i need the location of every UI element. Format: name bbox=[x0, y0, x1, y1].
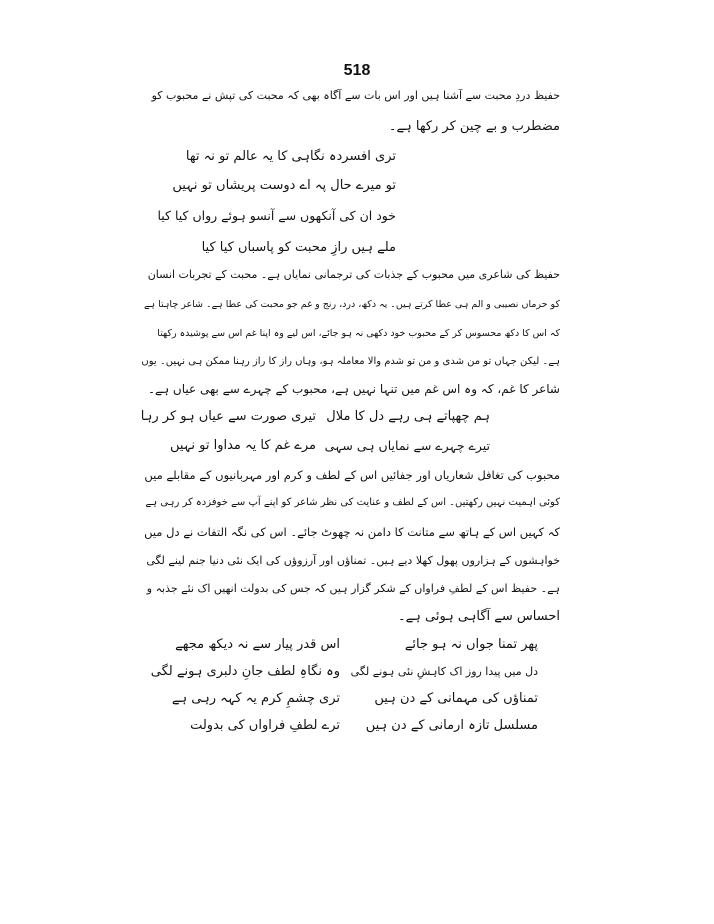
para3-line-1: محبوب کی تغافل شعاریاں اور جفائیں اس کے لطف و کرم اور مہربانیوں کے مقابلے میں bbox=[144, 468, 560, 482]
verse1-line-2: تو میرے حال پہ اے دوست پریشاں تو نہیں bbox=[172, 178, 396, 193]
couplet2-row4-left: مسلسل تازہ ارمانی کے دن ہیں bbox=[365, 718, 538, 733]
couplet2-row3-right: تری چشمِ کرم یہ کہہ رہی ہے bbox=[171, 691, 340, 706]
verse1-line-3: خود ان کی آنکھوں سے آنسو ہوئے رواں کیا کیا bbox=[157, 208, 396, 223]
couplet2-row4-right: ترے لطفِ فراواں کی بدولت bbox=[190, 718, 340, 733]
para2-line-5: شاعر کا غم، کہ وہ اس غم میں تنہا نہیں ہے، محبوب کے چہرے سے بھی عیاں ہے۔ bbox=[148, 382, 560, 396]
couplet2-row1-left: پھر تمنا جواں نہ ہو جائے bbox=[404, 637, 538, 652]
couplet2-row2-left: دل میں پیدا روز اک کاہشِ نئی ہونے لگی bbox=[350, 665, 538, 678]
couplet1-row1-left: ہم چھپاتے ہی رہے دل کا ملال bbox=[326, 409, 490, 424]
couplet1-row2-left: تیرے چہرے سے نمایاں ہی سہی bbox=[324, 438, 490, 453]
intro-line-1: حفیظ دردِ محبت سے آشنا ہیں اور اس بات سے آگاہ بھی کہ محبت کی تپش نے محبوب کو bbox=[151, 89, 560, 102]
couplet2-row1-right: اس قدر پیار سے نہ دیکھ مجھے bbox=[175, 637, 340, 652]
para2-line-1: حفیظ کی شاعری میں محبوب کے جذبات کی ترجمانی نمایاں ہے۔ محبت کے تجربات انسان bbox=[147, 268, 560, 281]
page-number: 518 bbox=[343, 62, 371, 79]
para3-line-3: کہ کہیں اس کے ہاتھ سے متانت کا دامن نہ چھوٹ جائے۔ اس کی نگہ التفات نے دل میں bbox=[144, 525, 560, 539]
intro-line-2: مضطرب و بے چین کر رکھا ہے۔ bbox=[388, 119, 560, 134]
para2-line-2: کو حرماں نصیبی و الم ہی عطا کرتے ہیں۔ یہ دکھ، درد، رنج و غم جو محبت کی عطا ہے۔ شاعر چاہتا ہے bbox=[143, 299, 560, 310]
para2-line-4: ہے۔ لیکن جہاں تو من شدی و من تو شدم والا معاملہ ہو، وہاں راز کا راز رہنا ممکن ہی نہیں۔ یوں bbox=[141, 356, 560, 367]
couplet2-row3-left: تمناؤں کی مہمانی کے دن ہیں bbox=[374, 691, 538, 706]
verse1-line-4: ملے ہیں رازِ محبت کو پاسباں کیا کیا bbox=[201, 240, 396, 255]
para2-line-3: کہ اس کا دکھ محسوس کر کے محبوب خود دکھی نہ ہو جائے، اس لیے وہ اپنا غم اس سے پوشیدہ رکھتا bbox=[157, 328, 560, 339]
para3-line-2: کوئی اہمیت نہیں رکھتیں۔ اس کے لطف و عنایت کی نظر شاعر کو اپنے آپ سے خوفزدہ کر رہی ہے bbox=[145, 497, 560, 508]
para3-line-6: احساس سے آگاہی ہوئی ہے۔ bbox=[398, 609, 560, 624]
verse1-line-1: تری افسردہ نگاہی کا یہ عالم تو نہ تھا bbox=[185, 149, 396, 164]
para3-line-5: ہے۔ حفیظ اس کے لطفِ فراواں کے شکر گزار ہیں کہ جس کی بدولت انھیں اک نئے جذبہ و bbox=[146, 582, 560, 595]
para3-line-4: خواہشوں کے ہزاروں پھول کھلا دیے ہیں۔ تمناؤں اور آرزوؤں کی ایک نئی دنیا جنم لینے لگی bbox=[146, 554, 560, 567]
couplet2-row2-right: وہ نگاہِ لطف جانِ دلبری ہونے لگی bbox=[150, 664, 340, 679]
couplet1-row2-right: مرے غم کا یہ مداوا تو نہیں bbox=[169, 438, 316, 453]
couplet1-row1-right: تیری صورت سے عیاں ہو کر رہا bbox=[140, 409, 316, 424]
